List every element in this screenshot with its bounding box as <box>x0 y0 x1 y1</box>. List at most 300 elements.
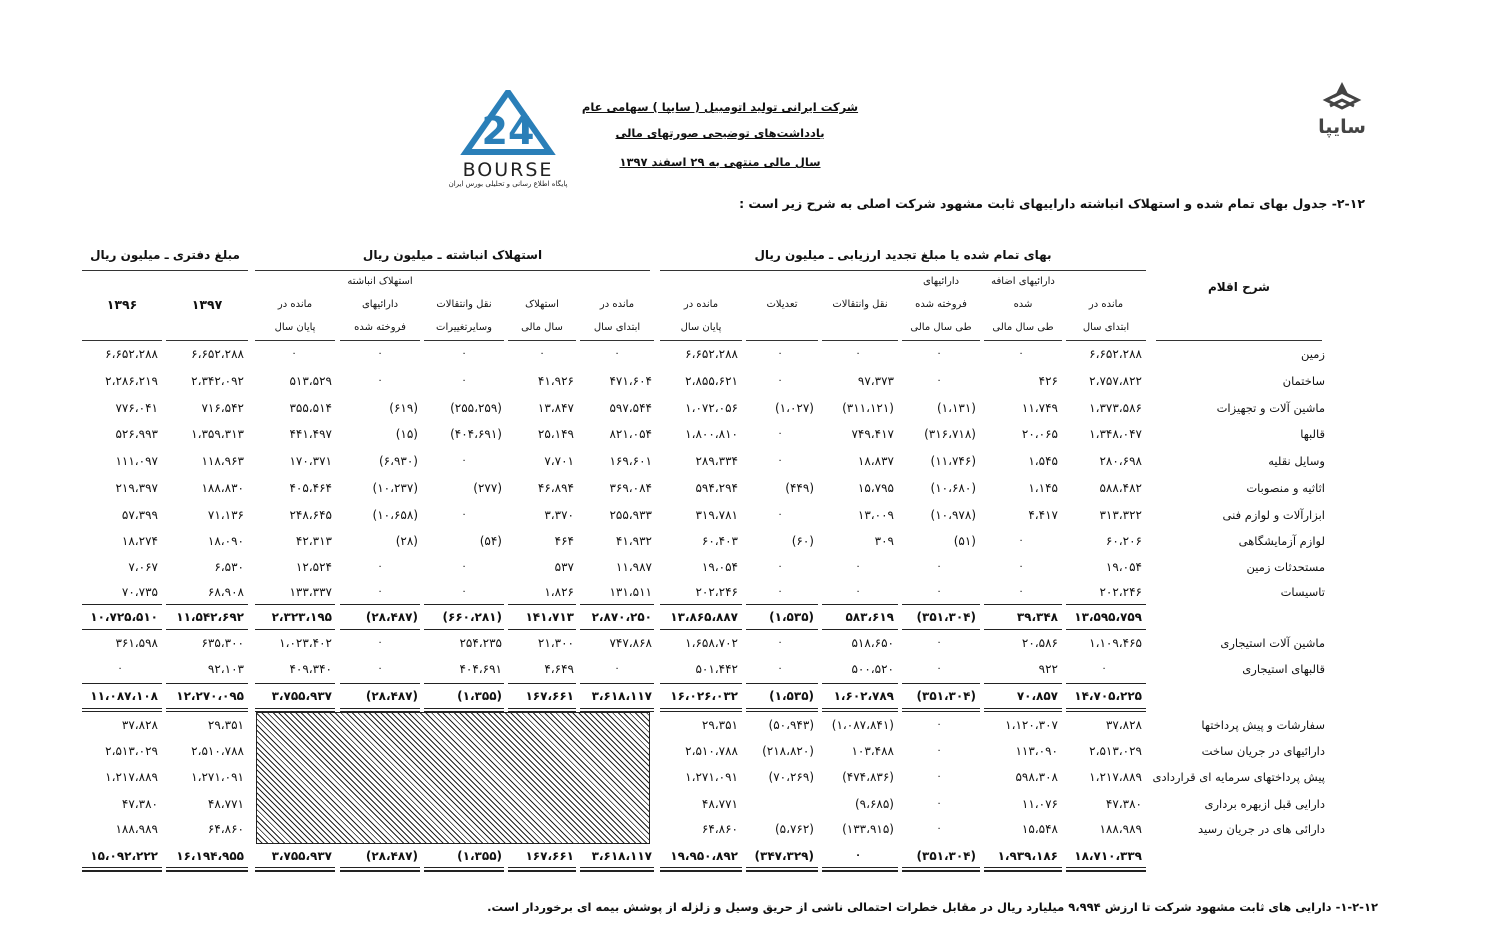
total-rule <box>984 867 1062 868</box>
total-rule <box>660 604 742 605</box>
cell-dep-disposals: ۰ <box>377 348 383 359</box>
total-rule <box>166 871 248 872</box>
cell-dep-transfers: ۰ <box>461 375 467 386</box>
cell-dep-opening: ۲۵۵،۹۳۳ <box>609 508 652 522</box>
table-row <box>0 767 1503 787</box>
cell-cost-opening: ۳۱۳،۳۲۲ <box>1099 508 1142 522</box>
cell-cost-disposals: (۱،۱۳۱) <box>936 401 976 415</box>
cell-dep-opening: ۳،۶۱۸،۱۱۷ <box>591 689 652 703</box>
cell-dep-opening: ۱۶۹،۶۰۱ <box>609 454 652 468</box>
column-underline <box>580 340 654 341</box>
table-row <box>0 344 1503 364</box>
total-rule <box>340 604 420 605</box>
cell-cost-closing: ۶،۶۵۲،۲۸۸ <box>685 347 738 361</box>
cell-cost-closing: ۱،۰۷۲،۰۵۶ <box>685 401 738 415</box>
cell-cost-opening: ۶،۶۵۲،۲۸۸ <box>1089 347 1142 361</box>
fiscal-period: سال مالی منتهی به ۲۹ اسفند ۱۳۹۷ <box>619 155 821 169</box>
cell-cost-additions: ۷۰،۸۵۷ <box>1016 689 1058 703</box>
total-rule <box>255 867 335 868</box>
cell-dep-opening: ۲،۸۷۰،۲۵۰ <box>591 610 652 624</box>
row-label: ابزارآلات و لوازم فنی <box>1222 508 1325 522</box>
cell-dep-closing: ۵۱۳،۵۲۹ <box>289 374 332 388</box>
total-rule <box>508 867 576 868</box>
total-rule <box>508 683 576 684</box>
total-rule <box>746 711 818 712</box>
cell-dep-transfers: ۰ <box>461 561 467 572</box>
row-label: وسایل نقلیه <box>1268 454 1325 468</box>
company-name: شرکت ایرانی تولید اتومبیل ( سایپا ) سهامی عام <box>581 100 859 114</box>
cell-cost-transfers: ۰ <box>855 561 861 572</box>
cell-dep-disposals: (۲۸،۴۸۷) <box>365 689 418 703</box>
total-rule <box>508 604 576 605</box>
cell-cost-transfers: ۱۰۳،۴۸۸ <box>851 744 894 758</box>
cell-cost-additions: ۰ <box>1018 535 1024 546</box>
cell-cost-closing: ۴۸،۷۷۱ <box>701 797 738 811</box>
cell-cost-additions: ۱،۱۲۰،۳۰۷ <box>1005 718 1058 732</box>
cell-cost-disposals: (۳۵۱،۳۰۴) <box>916 849 976 863</box>
cell-cost-disposals: ۰ <box>936 375 942 386</box>
table-row <box>0 505 1503 525</box>
cell-bv-1396: ۲،۵۱۳،۰۲۹ <box>105 744 158 758</box>
cell-cost-adjustments: (۳۴۷،۳۲۹) <box>754 849 814 863</box>
total-rule <box>82 683 162 684</box>
cell-cost-transfers: ۰ <box>855 348 861 359</box>
section-title: ۲-۱۲- جدول بهای تمام شده و استهلاک انباشته داراییهای ثابت مشهود شرکت اصلی به شرح زیر است : <box>739 196 1365 211</box>
cell-cost-transfers: ۱۵،۷۹۵ <box>857 481 894 495</box>
cell-bv-1397: ۴۸،۷۷۱ <box>207 797 244 811</box>
cell-cost-transfers: (۹،۶۸۵) <box>854 797 894 811</box>
cell-cost-opening: ۲۰۲،۲۴۶ <box>1099 585 1142 599</box>
total-rule <box>1066 711 1146 712</box>
cell-cost-closing: ۱،۸۰۰،۸۱۰ <box>685 427 738 441</box>
svg-text:24: 24 <box>481 109 535 153</box>
cell-cost-disposals: ۰ <box>936 719 942 730</box>
cell-dep-transfers: (۴۰۴،۶۹۱) <box>450 427 502 441</box>
cell-cost-adjustments: (۲۱۸،۸۲۰) <box>762 744 814 758</box>
cell-bv-1397: ۱۱۸،۹۶۳ <box>201 454 244 468</box>
cell-cost-additions: ۰ <box>1018 586 1024 597</box>
total-rule <box>746 604 818 605</box>
row-label: اثاثیه و منصوبات <box>1246 481 1325 495</box>
cell-dep-opening: ۰ <box>614 348 620 359</box>
cell-cost-opening: ۴۷،۳۸۰ <box>1105 797 1142 811</box>
cell-cost-opening: ۱،۲۱۷،۸۸۹ <box>1089 770 1142 784</box>
total-rule <box>902 629 980 630</box>
cell-bv-1396: ۵۷،۳۹۹ <box>121 508 158 522</box>
total-rule <box>580 683 654 684</box>
cell-cost-additions: ۱۱،۷۴۹ <box>1021 401 1058 415</box>
table-row <box>0 794 1503 814</box>
cell-cost-closing: ۱۹،۰۵۴ <box>701 560 738 574</box>
col-dep-disposals: استهلاک انباشته دارائیهای فروخته شده <box>347 276 413 333</box>
total-rule <box>660 683 742 684</box>
cell-bv-1397: ۱،۲۷۱،۰۹۱ <box>191 770 244 784</box>
cell-bv-1396: ۱۸۸،۹۸۹ <box>115 822 158 836</box>
cell-bv-1396: ۷،۰۶۷ <box>128 560 158 574</box>
total-rule <box>1066 867 1146 868</box>
total-rule <box>984 629 1062 630</box>
cell-cost-closing: ۵۹۴،۲۹۴ <box>695 481 738 495</box>
cell-dep-year: ۱۶۷،۶۶۱ <box>525 689 574 703</box>
cell-dep-year: ۲۵،۱۴۹ <box>537 427 574 441</box>
total-rule <box>660 871 742 872</box>
cell-dep-transfers: ۰ <box>461 455 467 466</box>
cell-cost-opening: ۳۷،۸۲۸ <box>1105 718 1142 732</box>
cell-cost-adjustments: (۱،۰۲۷) <box>774 401 814 415</box>
total-rule <box>1066 871 1146 872</box>
cell-bv-1396: ۴۷،۳۸۰ <box>121 797 158 811</box>
saipa-emblem-icon <box>1312 80 1372 114</box>
cell-dep-transfers: ۰ <box>461 586 467 597</box>
table-row <box>0 478 1503 498</box>
cell-dep-opening: ۱۱،۹۸۷ <box>615 560 652 574</box>
row-label: دارائی های در جریان رسید <box>1197 822 1325 836</box>
cell-bv-1396: ۵۲۶،۹۹۳ <box>115 427 158 441</box>
row-label: زمین <box>1301 347 1325 361</box>
cell-cost-closing: ۶۴،۸۶۰ <box>701 822 738 836</box>
cell-cost-transfers: ۰ <box>854 850 862 861</box>
table-row <box>0 424 1503 444</box>
total-rule <box>580 629 654 630</box>
total-rule <box>1066 629 1146 630</box>
cell-cost-closing: ۱،۶۵۸،۷۰۲ <box>685 636 738 650</box>
cell-dep-year: ۰ <box>539 348 545 359</box>
column-underline <box>255 340 335 341</box>
cell-cost-additions: ۴،۴۱۷ <box>1028 508 1058 522</box>
cell-cost-additions: ۰ <box>1018 348 1024 359</box>
cell-dep-closing: ۱۷۰،۳۷۱ <box>289 454 332 468</box>
footnote: ۱-۲-۱۲- دارایی های ثابت مشهود شرکت تا ارزش ۹،۹۹۴ میلیارد ریال در مقابل خطرات احتمالی ناشی از حریق وسیل و زلزله از پوشش بیمه ای برخوردار است. <box>487 900 1378 914</box>
column-underline <box>822 340 898 341</box>
cell-bv-1397: ۲،۵۱۰،۷۸۸ <box>191 744 244 758</box>
total-rule <box>166 711 248 712</box>
total-rule <box>82 708 162 709</box>
cell-cost-closing: ۲۰۲،۲۴۶ <box>695 585 738 599</box>
total-rule <box>508 629 576 630</box>
cell-dep-closing: ۴۰۹،۳۴۰ <box>289 662 332 676</box>
total-rule <box>902 867 980 868</box>
col-item: شرح اقلام <box>1208 280 1270 294</box>
cell-cost-transfers: ۵۱۸،۶۵۰ <box>851 636 894 650</box>
cell-cost-transfers: ۰ <box>855 586 861 597</box>
row-label: قالبهای استیجاری <box>1242 662 1325 676</box>
cell-dep-disposals: ۰ <box>377 637 383 648</box>
column-underline <box>424 340 504 341</box>
total-rule <box>255 629 335 630</box>
cell-bv-1396: ۷۷۶،۰۴۱ <box>115 401 158 415</box>
cell-dep-disposals: (۶۱۹) <box>389 401 418 415</box>
cell-cost-adjustments: ۰ <box>777 637 783 648</box>
cell-cost-opening: ۶۰،۲۰۶ <box>1105 534 1142 548</box>
col-cost-disposals: دارائیهای فروخته شده طی سال مالی <box>910 276 972 333</box>
cell-dep-closing: ۲۴۸،۶۴۵ <box>289 508 332 522</box>
cell-dep-transfers: (۱،۳۵۵) <box>457 849 502 863</box>
column-underline <box>984 340 1062 341</box>
cell-cost-opening: ۱،۳۴۸،۰۴۷ <box>1089 427 1142 441</box>
cell-cost-transfers: ۵۰۰،۵۲۰ <box>851 662 894 676</box>
total-rule <box>822 708 898 709</box>
col-dep-year: استهلاک سال مالی <box>521 299 563 333</box>
table-row <box>0 633 1503 653</box>
col-cost-adjustments: تعدیلات <box>766 299 798 310</box>
cell-cost-adjustments: ۰ <box>777 509 783 520</box>
total-rule <box>746 708 818 709</box>
cell-bv-1397: ۲،۳۴۲،۰۹۲ <box>191 374 244 388</box>
cell-cost-transfers: (۴۷۴،۸۳۶) <box>842 770 894 784</box>
total-rule <box>902 683 980 684</box>
row-label: تاسیسات <box>1280 585 1325 599</box>
total-rule <box>746 867 818 868</box>
cell-cost-additions: ۰ <box>1018 561 1024 572</box>
cell-cost-adjustments: (۵،۷۶۲) <box>774 822 814 836</box>
cell-dep-transfers: (۱،۳۵۵) <box>457 689 502 703</box>
cell-dep-transfers: ۰ <box>461 509 467 520</box>
cell-bv-1396: ۲،۲۸۶،۲۱۹ <box>105 374 158 388</box>
row-label: ماشین آلات و تجهیزات <box>1216 401 1325 415</box>
cell-cost-additions: ۱۱۳،۰۹۰ <box>1015 744 1058 758</box>
total-rule <box>340 708 420 709</box>
cell-dep-year: ۴،۶۴۹ <box>544 662 574 676</box>
cell-dep-opening: ۸۲۱،۰۵۴ <box>609 427 652 441</box>
cell-dep-closing: ۳،۷۵۵،۹۳۷ <box>271 689 332 703</box>
cell-cost-disposals: (۱۰،۶۸۰) <box>930 481 976 495</box>
cell-bv-1397: ۱۸،۰۹۰ <box>207 534 244 548</box>
row-label: قالبها <box>1300 427 1325 441</box>
total-rule <box>424 871 504 872</box>
cell-cost-transfers: (۱۳۳،۹۱۵) <box>842 822 894 836</box>
col-cost-transfers: نقل وانتقالات <box>832 299 888 310</box>
cell-cost-disposals: ۰ <box>936 771 942 782</box>
cell-cost-additions: ۹۲۲ <box>1038 662 1058 676</box>
cell-cost-disposals: (۳۵۱،۳۰۴) <box>916 689 976 703</box>
cell-bv-1396: ۲۱۹،۳۹۷ <box>115 481 158 495</box>
cell-cost-opening: ۱،۱۰۹،۴۶۵ <box>1089 636 1142 650</box>
cell-cost-transfers: ۱۸،۸۳۷ <box>857 454 894 468</box>
cell-cost-opening: ۵۸۸،۴۸۲ <box>1099 481 1142 495</box>
total-rule <box>822 711 898 712</box>
cell-dep-closing: ۴۲،۳۱۳ <box>295 534 332 548</box>
cell-cost-disposals: ۰ <box>936 798 942 809</box>
cell-cost-closing: ۱۹،۹۵۰،۸۹۲ <box>670 849 738 863</box>
total-rule <box>746 871 818 872</box>
total-rule <box>255 708 335 709</box>
total-rule <box>424 867 504 868</box>
cell-bv-1397: ۱،۳۵۹،۳۱۳ <box>191 427 244 441</box>
cell-cost-additions: ۲۰،۰۶۵ <box>1021 427 1058 441</box>
table-row <box>0 715 1503 735</box>
cell-cost-adjustments: ۰ <box>777 586 783 597</box>
cell-cost-additions: ۱،۱۴۵ <box>1028 481 1058 495</box>
cell-dep-closing: ۱۳۳،۳۳۷ <box>289 585 332 599</box>
col-dep-transfers: نقل وانتقالات وسایرتغییرات <box>436 299 492 333</box>
cell-dep-year: ۳،۳۷۰ <box>544 508 574 522</box>
col-cost-opening: مانده در ابتدای سال <box>1082 299 1130 333</box>
column-underline <box>82 340 162 341</box>
cell-cost-disposals: (۱۱،۷۴۶) <box>930 454 976 468</box>
table-row <box>0 531 1503 551</box>
cell-dep-disposals: ۰ <box>377 561 383 572</box>
table-total-row <box>0 846 1503 866</box>
cell-cost-closing: ۲۹،۳۵۱ <box>701 718 738 732</box>
total-rule <box>822 683 898 684</box>
cell-cost-disposals: (۵۱) <box>953 534 976 548</box>
table-row <box>0 398 1503 418</box>
cell-cost-additions: ۱،۹۳۹،۱۸۶ <box>997 849 1058 863</box>
column-underline <box>340 340 420 341</box>
cell-dep-closing: ۴۰۵،۴۶۴ <box>289 481 332 495</box>
cell-dep-closing: ۳،۷۵۵،۹۳۷ <box>271 849 332 863</box>
cell-dep-disposals: (۲۸) <box>395 534 418 548</box>
cell-dep-closing: ۱۲،۵۲۴ <box>295 560 332 574</box>
cell-cost-adjustments: ۰ <box>777 348 783 359</box>
total-rule <box>166 867 248 868</box>
cell-dep-opening: ۴۱،۹۳۲ <box>615 534 652 548</box>
row-label: دارائیهای در جریان ساخت <box>1201 744 1325 758</box>
cell-bv-1396: ۶،۶۵۲،۲۸۸ <box>105 347 158 361</box>
cell-dep-year: ۷،۷۰۱ <box>544 454 574 468</box>
cell-dep-year: ۴۶،۸۹۴ <box>537 481 574 495</box>
table-row <box>0 741 1503 761</box>
row-label: ماشین آلات استیجاری <box>1220 636 1325 650</box>
cell-bv-1397: ۶۸،۹۰۸ <box>207 585 244 599</box>
cell-cost-disposals: ۰ <box>936 663 942 674</box>
cell-cost-disposals: (۳۵۱،۳۰۴) <box>916 610 976 624</box>
total-rule <box>1066 604 1146 605</box>
cell-cost-transfers: (۱،۰۸۷،۸۴۱) <box>831 718 894 732</box>
total-rule <box>82 871 162 872</box>
table-row <box>0 557 1503 577</box>
cell-dep-year: ۱۶۷،۶۶۱ <box>525 849 574 863</box>
cell-dep-year: ۴۱،۹۲۶ <box>537 374 574 388</box>
cell-bv-1397: ۶۴،۸۶۰ <box>207 822 244 836</box>
cell-bv-1396: ۱،۲۱۷،۸۸۹ <box>105 770 158 784</box>
cell-cost-adjustments: (۵۰،۹۴۳) <box>768 718 814 732</box>
cell-bv-1396: ۳۶۱،۵۹۸ <box>115 636 158 650</box>
cell-cost-additions: ۳۹،۳۴۸ <box>1016 610 1058 624</box>
total-rule <box>82 604 162 605</box>
cell-bv-1397: ۷۱،۱۳۶ <box>207 508 244 522</box>
cell-bv-1396: ۱۰،۷۲۵،۵۱۰ <box>90 610 158 624</box>
column-underline <box>508 340 576 341</box>
cell-cost-adjustments: ۰ <box>777 561 783 572</box>
group-book-value: مبلغ دفتری ـ میلیون ریال <box>90 248 240 262</box>
cell-bv-1397: ۷۱۶،۵۴۲ <box>201 401 244 415</box>
total-rule <box>255 604 335 605</box>
total-rule <box>580 867 654 868</box>
cell-cost-disposals: ۰ <box>936 561 942 572</box>
total-rule <box>82 711 162 712</box>
document-title: یادداشت‌های توضیحی صورتهای مالی <box>615 126 825 140</box>
cell-cost-transfers: (۳۱۱،۱۲۱) <box>842 401 894 415</box>
cell-dep-transfers: (۶۶۰،۲۸۱) <box>442 610 502 624</box>
column-underline <box>902 340 980 341</box>
bourse-logo-text: BOURSE <box>462 159 554 181</box>
total-rule <box>660 867 742 868</box>
cell-dep-disposals: (۲۸،۴۸۷) <box>365 849 418 863</box>
cell-bv-1396: ۷۰،۷۳۵ <box>121 585 158 599</box>
cell-cost-additions: ۴۲۶ <box>1038 374 1058 388</box>
cell-dep-transfers: (۵۴) <box>479 534 502 548</box>
cell-cost-closing: ۱،۲۷۱،۰۹۱ <box>685 770 738 784</box>
total-rule <box>822 871 898 872</box>
cell-cost-disposals: ۰ <box>936 637 942 648</box>
column-underline <box>1156 340 1322 341</box>
cell-cost-disposals: ۰ <box>936 586 942 597</box>
cell-dep-transfers: ۰ <box>461 348 467 359</box>
cell-cost-closing: ۲،۵۱۰،۷۸۸ <box>685 744 738 758</box>
cell-bv-1397: ۱۶،۱۹۴،۹۵۵ <box>176 849 244 863</box>
row-label: لوازم آزمایشگاهی <box>1238 534 1325 548</box>
cell-cost-additions: ۱۱،۰۷۶ <box>1021 797 1058 811</box>
cell-cost-transfers: ۹۷،۳۷۳ <box>857 374 894 388</box>
total-rule <box>166 604 248 605</box>
cell-dep-opening: ۵۹۷،۵۴۴ <box>609 401 652 415</box>
cell-cost-adjustments: (۷۰،۲۶۹) <box>768 770 814 784</box>
cell-cost-opening: ۱۸۸،۹۸۹ <box>1099 822 1142 836</box>
column-underline <box>660 340 742 341</box>
cell-cost-disposals: ۰ <box>936 348 942 359</box>
cell-dep-opening: ۰ <box>614 663 620 674</box>
cell-cost-closing: ۲۸۹،۳۳۴ <box>695 454 738 468</box>
cell-cost-adjustments: (۱،۵۳۵) <box>769 610 814 624</box>
cell-cost-opening: ۱۳،۵۹۵،۷۵۹ <box>1074 610 1142 624</box>
cell-bv-1396: ۱۱،۰۸۷،۱۰۸ <box>90 689 158 703</box>
col-bv-1396: ۱۳۹۶ <box>106 297 138 312</box>
cell-bv-1397: ۱۱،۵۴۲،۶۹۲ <box>176 610 244 624</box>
cell-cost-transfers: ۷۴۹،۴۱۷ <box>851 427 894 441</box>
total-rule <box>902 708 980 709</box>
total-rule <box>984 683 1062 684</box>
cell-cost-opening: ۱۸،۷۱۰،۳۳۹ <box>1074 849 1142 863</box>
cell-cost-closing: ۳۱۹،۷۸۱ <box>695 508 738 522</box>
total-rule <box>580 871 654 872</box>
cell-dep-closing: ۳۵۵،۵۱۴ <box>289 401 332 415</box>
col-cost-additions: دارائیهای اضافه شده طی سال مالی <box>991 276 1055 333</box>
total-rule <box>746 683 818 684</box>
cell-cost-closing: ۱۳،۸۶۵،۸۸۷ <box>670 610 738 624</box>
cell-dep-year: ۱،۸۲۶ <box>544 585 574 599</box>
cell-dep-opening: ۷۴۷،۸۶۸ <box>609 636 652 650</box>
cell-dep-year: ۵۳۷ <box>554 560 574 574</box>
cell-cost-adjustments: (۴۴۹) <box>785 481 814 495</box>
cell-dep-opening: ۳۶۹،۰۸۴ <box>609 481 652 495</box>
total-rule <box>340 683 420 684</box>
total-rule <box>340 867 420 868</box>
total-rule <box>660 708 742 709</box>
cell-cost-transfers: ۵۸۳،۶۱۹ <box>845 610 894 624</box>
cell-cost-adjustments: ۰ <box>777 428 783 439</box>
total-rule <box>984 604 1062 605</box>
cell-cost-closing: ۶۰،۴۰۳ <box>701 534 738 548</box>
total-rule <box>82 629 162 630</box>
cell-cost-opening: ۲۸۰،۶۹۸ <box>1099 454 1142 468</box>
cell-cost-opening: ۰ <box>1101 663 1107 674</box>
cell-dep-year: ۱۴۱،۷۱۳ <box>525 610 574 624</box>
total-rule <box>424 708 504 709</box>
cell-dep-disposals: (۲۸،۴۸۷) <box>365 610 418 624</box>
cell-bv-1396: ۱۸،۲۷۴ <box>121 534 158 548</box>
group-book-value-line <box>82 270 248 271</box>
total-rule <box>902 711 980 712</box>
total-rule <box>424 604 504 605</box>
total-rule <box>166 708 248 709</box>
total-rule <box>166 629 248 630</box>
total-rule <box>255 871 335 872</box>
row-label: پیش پرداختهای سرمایه ای قراردادی <box>1152 770 1325 784</box>
total-rule <box>660 629 742 630</box>
cell-bv-1397: ۱۲،۲۷۰،۰۹۵ <box>176 689 244 703</box>
cell-dep-disposals: (۶،۹۳۰) <box>378 454 418 468</box>
